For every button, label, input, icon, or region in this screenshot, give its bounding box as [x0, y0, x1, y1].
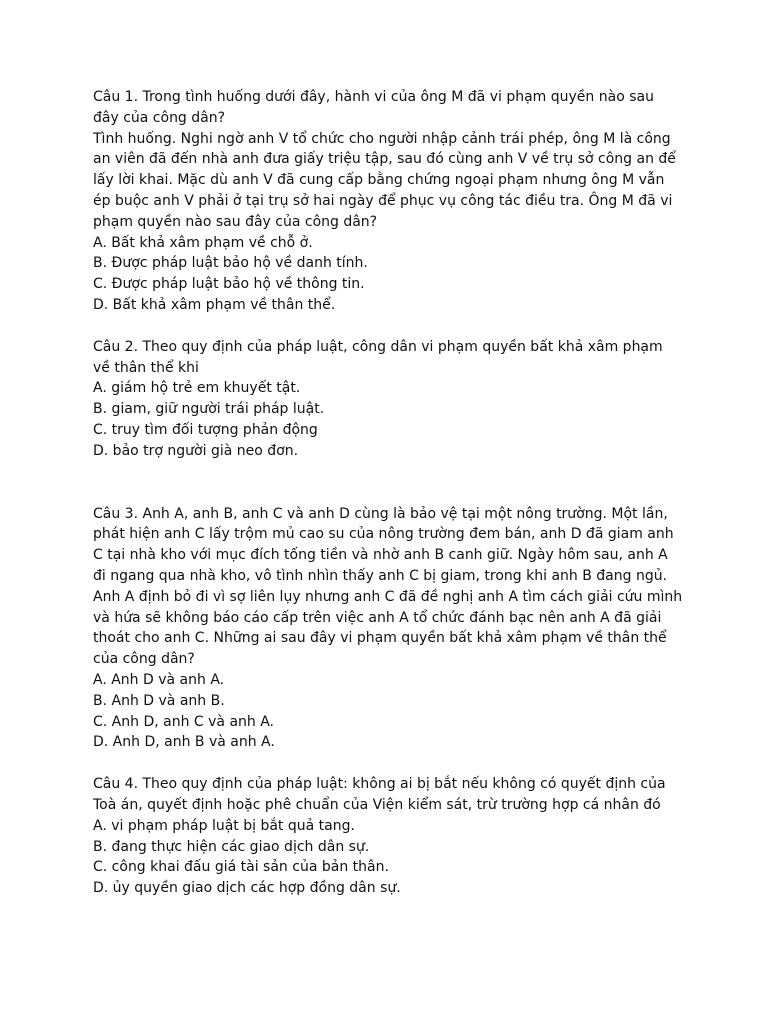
- spacer: [93, 316, 683, 337]
- question-3-option-a: A. Anh D và anh A.: [93, 671, 225, 688]
- spacer: [93, 753, 683, 774]
- question-1-option-c: C. Được pháp luật bảo hộ về thông tin.: [93, 276, 365, 293]
- question-1-stem: Câu 1. Trong tình huống dưới đây, hành vi của ông M đã vi phạm quyền nào sau đây của công dân?: [93, 89, 654, 126]
- question-3-option-d: D. Anh D, anh B và anh A.: [93, 734, 275, 751]
- question-4: [93, 774, 683, 899]
- question-4-option-b: B. đang thực hiện các giao dịch dân sự.: [93, 838, 370, 855]
- question-1-option-b: B. Được pháp luật bảo hộ về danh tính.: [93, 255, 368, 272]
- question-3-stem: Câu 3. Anh A, anh B, anh C và anh D cùng là bảo vệ tại một nông trường. Một lần, phát hiện anh C lấy trộm mủ cao su của nông trường đem bán, anh D đã giam anh C tại nhà kho với mục đích tống tiền và nhờ anh B canh giữ. Ngày hôm sau, anh A đi ngang qua nhà kho, vô tình nhìn thấy anh C bị giam, trong khi anh B đang ngủ. Anh A định bỏ đi vì sợ liên lụy nhưng anh C đã đề nghị anh A tìm cách giải cứu mình và hứa sẽ không báo cáo cấp trên việc anh A tổ chức đánh bạc nên anh A đã giải thoát cho anh C. Những ai sau đây vi phạm quyền bất khả xâm phạm về thân thể của công dân?: [93, 505, 683, 668]
- question-2-option-b: B. giam, giữ người trái pháp luật.: [93, 401, 325, 418]
- question-2-option-c: C. truy tìm đối tượng phản động: [93, 421, 318, 438]
- question-3-option-b: B. Anh D và anh B.: [93, 692, 225, 709]
- question-3-option-c: C. Anh D, anh C và anh A.: [93, 713, 275, 730]
- question-4-option-a: A. vi phạm pháp luật bị bắt quả tang.: [93, 817, 355, 834]
- question-2: [93, 337, 683, 462]
- question-4-option-d: D. ủy quyền giao dịch các hợp đồng dân sự.: [93, 880, 401, 897]
- question-2-stem: Câu 2. Theo quy định của pháp luật, công dân vi phạm quyền bất khả xâm phạm về thân thể khi: [93, 338, 663, 376]
- question-2-option-d: D. bảo trợ người già neo đơn.: [93, 442, 299, 459]
- question-1-option-d: D. Bất khả xâm phạm về thân thể.: [93, 296, 336, 313]
- question-1-option-a: A. Bất khả xâm phạm về chỗ ở.: [93, 234, 313, 251]
- spacer: [93, 462, 683, 504]
- question-1: [93, 87, 683, 316]
- question-2-option-a: A. giám hộ trẻ em khuyết tật.: [93, 380, 301, 397]
- question-3: [93, 504, 683, 754]
- document-page: [93, 87, 683, 899]
- question-4-stem: Câu 4. Theo quy định của pháp luật: không ai bị bắt nếu không có quyết định của Toà án, quyết định hoặc phê chuẩn của Viện kiểm sát, trừ trường hợp cá nhân đó: [93, 776, 666, 813]
- question-4-option-c: C. công khai đấu giá tài sản của bản thân.: [93, 859, 389, 876]
- question-1-scenario: Tình huống. Nghi ngờ anh V tổ chức cho người nhập cảnh trái phép, ông M là công an viên đã đến nhà anh đưa giấy triệu tập, sau đó cùng anh V về trụ sở công an để lấy lời khai. Mặc dù anh V đã cung cấp bằng chứng ngoại phạm nhưng ông M vẫn ép buộc anh V phải ở tại trụ sở hai ngày để phục vụ công tác điều tra. Ông M đã vi phạm quyền nào sau đây của công dân?: [93, 130, 676, 230]
